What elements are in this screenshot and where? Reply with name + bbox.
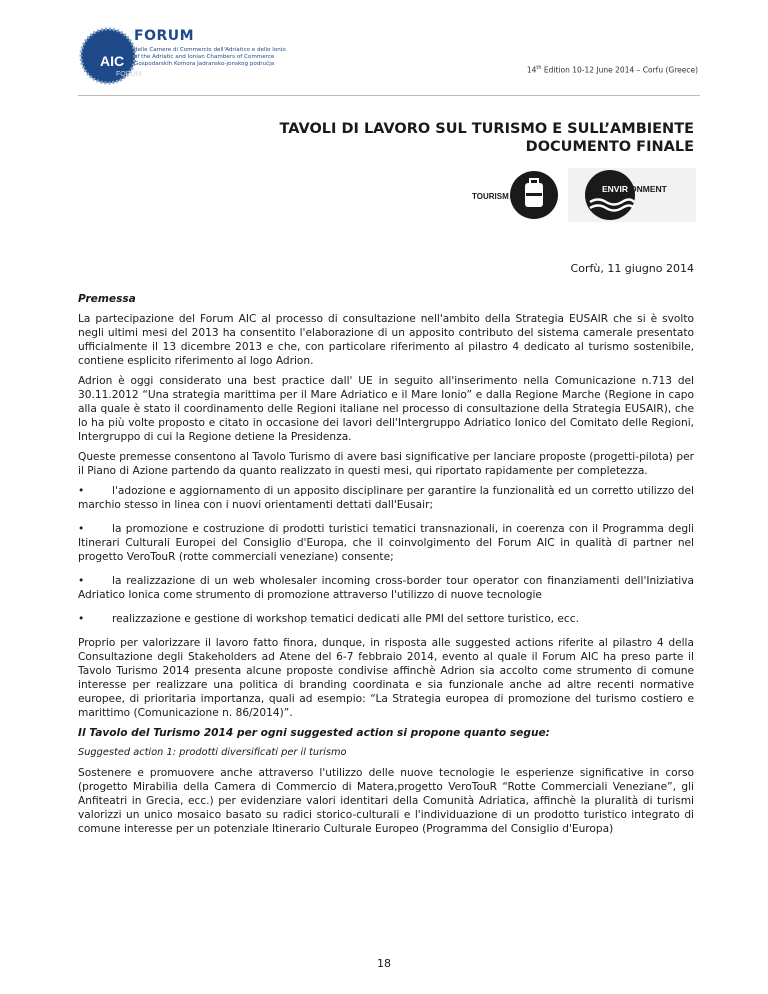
list-item: • la realizzazione di un web wholesaler incoming cross-border tour operator con finanziamenti dell'Iniziativa Adriatico Ionica come strumento di promozione attraverso l'utilizzo di nuove tecnologie bbox=[78, 575, 694, 601]
svg-text:TOURISM: TOURISM bbox=[472, 192, 509, 201]
title-line-2: DOCUMENTO FINALE bbox=[525, 139, 694, 155]
svg-text:ENVIR: ENVIR bbox=[602, 184, 628, 194]
suggested-action-1: Suggested action 1: prodotti diversificati per il turismo bbox=[78, 747, 347, 758]
page-header bbox=[78, 26, 698, 96]
list-item: • la promozione e costruzione di prodotti turistici tematici transnazionali, in coerenza con il Programma degli Itinerari Culturali Europei del Consiglio d'Europa, che il coinvolgimento del Forum AIC in qualità di partner nel progetto VeroTouR (rotte commerciali veneziane) consente; bbox=[78, 523, 694, 563]
paragraph-5: Sostenere e promuovere anche attraverso l'utilizzo delle nuove tecnologie le esperienze significative in corso (progetto Mirabilia della Camera di Commercio di Matera,progetto VeroTouR “Rotte Commerciali Veneziane”, gli Anfiteatri in Grecia, ecc.) per evidenziare valori identitari della Comunità Adriatica, affinchè la pluralità di turismi valorizzi un unico mosaico basato su radici storico-culturali e l'individuazione di un prodotto turistico integrato di comune interesse per un potenziale Itinerario Culturale Europeo (Programma del Consiglio d'Europa) bbox=[78, 767, 694, 835]
list-item: • l'adozione e aggiornamento di un apposito disciplinare per garantire la funzionalità ed un corretto utilizzo del marchio stesso in linea con i nuovi orientamenti dettati dall'Eusair; bbox=[78, 485, 694, 511]
logo-sub: FORUM bbox=[116, 71, 142, 78]
aic-forum-logo-icon bbox=[78, 26, 142, 86]
document-title bbox=[78, 120, 694, 156]
forum-line-it: delle Camere di Commercio dell'Adriatico e dello Ionio bbox=[134, 47, 286, 53]
tavolo-heading: Il Tavolo del Turismo 2014 per ogni suggested action si propone quanto segue: bbox=[78, 727, 550, 739]
svg-text:ONMENT: ONMENT bbox=[630, 184, 667, 194]
forum-line-en: of the Adriatic and Ionian Chambers of Commerce bbox=[134, 54, 275, 60]
environment-icon bbox=[568, 168, 696, 222]
paragraph-1: La partecipazione del Forum AIC al processo di consultazione nell'ambito della Strategia EUSAIR che si è svolto negli ultimi mesi del 2013 ha consentito l'elaborazione di un apposito contributo del sistema camerale presentato ufficialmente il 13 dicembre 2013 e che, con particolare riferimento al pilastro 4 dedicato al turismo sostenibile, contiene esplicito riferimento al logo Adrion. bbox=[78, 313, 694, 367]
page-number: 18 bbox=[377, 957, 391, 970]
header-divider bbox=[78, 95, 700, 96]
tourism-icon bbox=[468, 168, 564, 222]
bullet-list bbox=[78, 484, 694, 626]
forum-subtitle bbox=[134, 47, 334, 68]
document-body bbox=[78, 292, 694, 842]
title-line-1: TAVOLI DI LAVORO SUL TURISMO E SULL’AMBIENTE bbox=[279, 121, 694, 137]
paragraph-2: Adrion è oggi considerato una best practice dall' UE in seguito all'inserimento nella Comunicazione n.713 del 30.11.2012 “Una strategia marittima per il Mare Adriatico e il Mare Ionio” e dalla Regione Marche (Regione in capo alla quale è stato il coordinamento delle Regioni italiane nel processo di consultazione della Strategia EUSAIR), che lo ha più volte proposto e citato in occasione dei lavori dell'Intergruppo Adriatico Ionico del Comitato delle Regioni, Intergruppo di cui la Regione detiene la Presidenza. bbox=[78, 375, 694, 443]
forum-title: FORUM bbox=[134, 28, 195, 44]
paragraph-4: Proprio per valorizzare il lavoro fatto finora, dunque, in risposta alle suggested actions riferite al pilastro 4 della Consultazione degli Stakeholders ad Atene del 6-7 febbraio 2014, evento al quale il Forum AIC ha preso parte il Tavolo Turismo 2014 presenta alcune proposte condivise affinchè Adrion sia accolto come strumento di comune interesse per realizzare una politica di branding coordinata e sia funzionale anche ad altre recenti normative europee, di prioritaria importanza, quali ad esempio: “La Strategia europea di promozione del turismo costiero e marittimo (Comunicazione n. 86/2014)”. bbox=[78, 637, 694, 719]
list-item: • realizzazione e gestione di workshop tematici dedicati alle PMI del settore turistico, ecc. bbox=[78, 613, 579, 625]
theme-icons bbox=[468, 168, 696, 224]
forum-line-hr: Gospodarskih Komora Jadransko-jonskog područja bbox=[134, 61, 275, 67]
paragraph-3: Queste premesse consentono al Tavolo Turismo di avere basi significative per lanciare proposte (progetti-pilota) per il Piano di Azione partendo da quanto realizzato in questi mesi, qui riportato rapidamente per completezza. bbox=[78, 451, 694, 477]
document-date: Corfù, 11 giugno 2014 bbox=[570, 262, 694, 275]
svg-text:AIC: AIC bbox=[100, 53, 125, 69]
edition-info: 14th Edition 10-12 June 2014 – Corfu (Greece) bbox=[526, 65, 698, 75]
premessa-heading: Premessa bbox=[78, 293, 136, 305]
